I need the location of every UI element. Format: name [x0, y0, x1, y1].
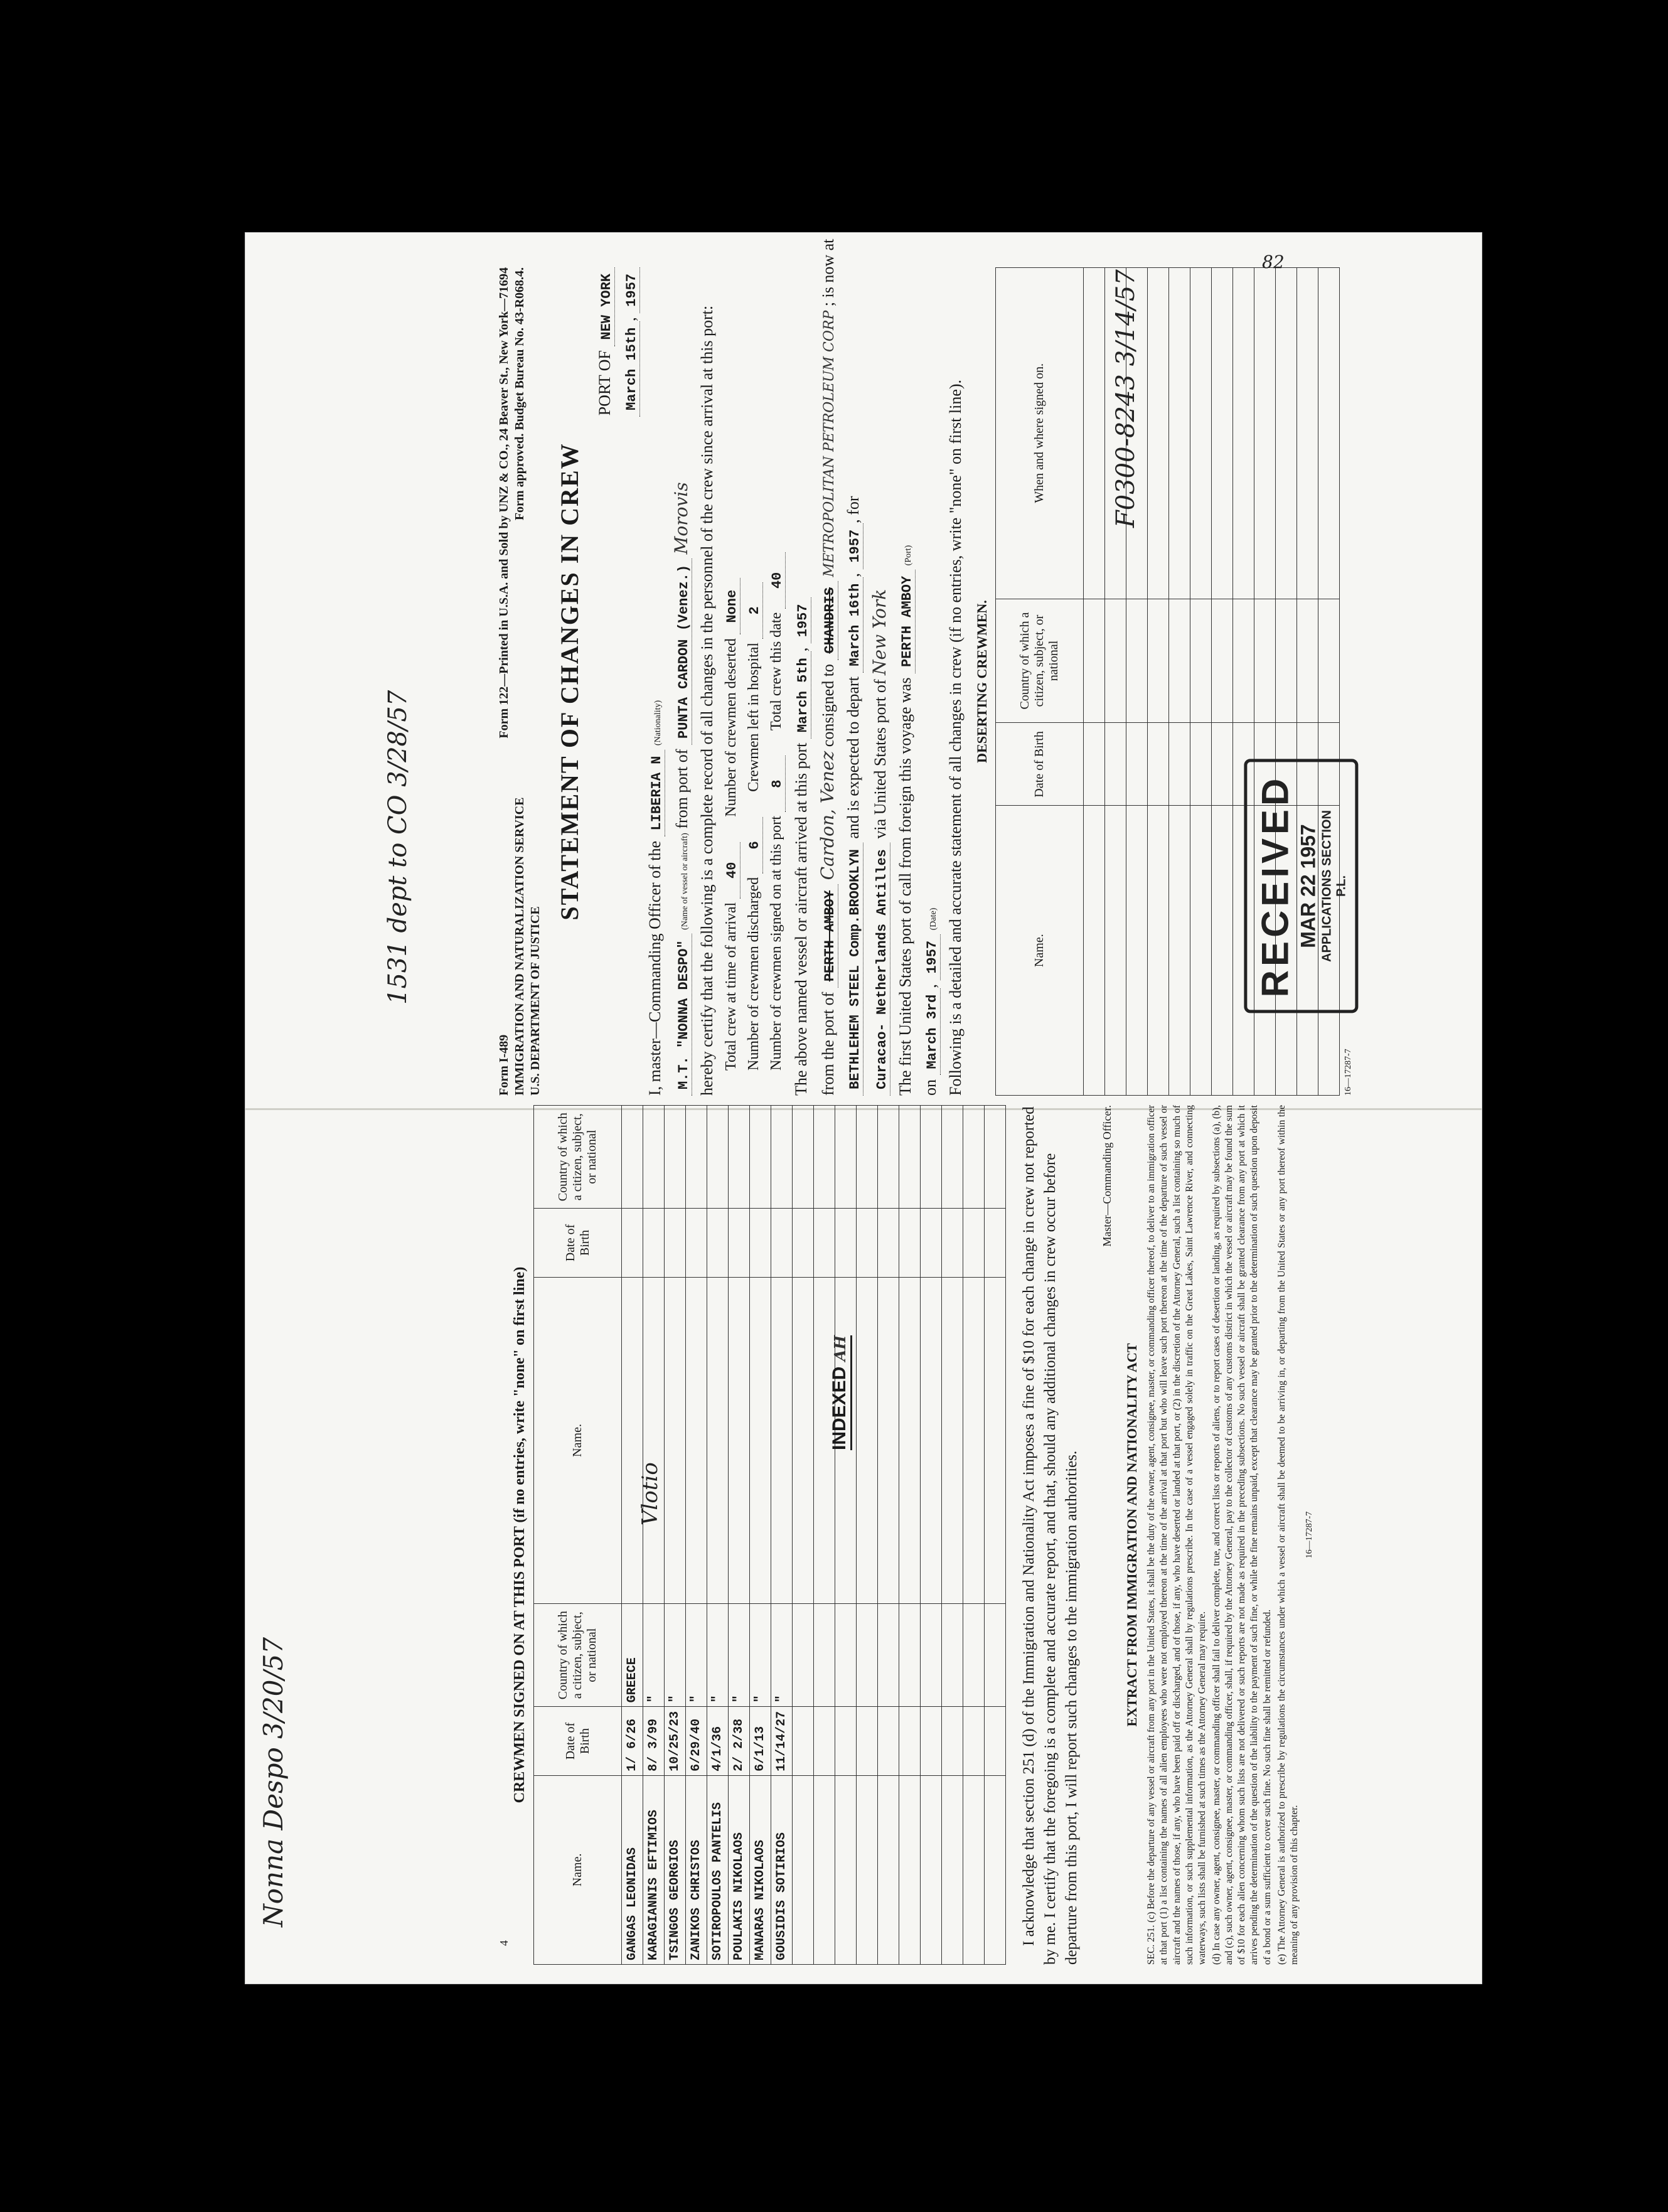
extract-heading: EXTRACT FROM IMMIGRATION AND NATIONALITY ACT: [1124, 1343, 1140, 1727]
port-caption: (Port): [904, 545, 913, 566]
signed-on-name-2: [963, 1277, 985, 1603]
signed-on-name: ZANIKOS CHRISTOS: [686, 1775, 707, 1964]
signed-on-country-2: [963, 1106, 985, 1209]
signed-on-table: [533, 1105, 1006, 1965]
arrived-date: March 5th: [795, 651, 811, 739]
from-port-hand: Morovis: [671, 482, 692, 555]
signed-on-name: [942, 1775, 963, 1964]
deserting-cell: [1190, 599, 1212, 723]
now-at-line: BETHLEHEM STEEL Comp.BROOKLYN and is expected to depart March 16th, 1957, for: [844, 267, 863, 1096]
form-number: Form I-489: [497, 1034, 511, 1096]
consigned-typed: CHANDRIS: [822, 581, 838, 660]
signed-on-country: ": [771, 1604, 793, 1707]
for-label: , for: [844, 496, 862, 523]
from-port-value: PUNTA CARDON (Venez.): [676, 558, 692, 745]
signed-on-name: [835, 1775, 857, 1964]
deserting-cell: [1084, 268, 1105, 599]
first-year-value: 1957: [924, 934, 941, 980]
counts-row-1: [723, 267, 740, 1071]
deserting-cell: [1233, 599, 1254, 723]
from-port-label: from port of: [673, 749, 691, 829]
port-line: [596, 267, 614, 1096]
received-word: RECEIVED: [1254, 774, 1296, 998]
signed-on-body: [622, 1106, 1006, 1965]
signed-on-row: [686, 1106, 707, 1965]
now-at-label: ; is now at: [819, 238, 837, 307]
received-stamp: [1244, 759, 1358, 1013]
signed-on-row: [985, 1106, 1006, 1965]
arrived-line: The above named vessel or aircraft arrived at this port March 5th, 1957: [792, 267, 811, 1096]
depart-year: 1957: [847, 523, 863, 569]
deserting-cell: [1169, 723, 1190, 806]
signed-on-country: ": [665, 1604, 686, 1707]
signed-on-name: [899, 1775, 921, 1964]
deserting-cell: [1105, 723, 1126, 806]
signed-on-country: ": [707, 1604, 729, 1707]
signed-on-name-2: [729, 1277, 750, 1603]
signed-on-dob-2: [878, 1209, 899, 1278]
via-label: via United States port of: [871, 679, 889, 839]
extract-para-d: (d) In case any owner, agent, consignee, master, or commanding officer shall fail to deliver complete, true, and correct lists or reports of aliens, or to report cases of desertion or landing, as required by subsections (a), (b), and (c), such owner, agent, consignee, master, or commanding officer, shall, if required by the Attorney General, pay to the collector of customs of any customs district in which the vessel or aircraft may be found the sum of $10 for each alien concerning whom such lists are not delivered or such reports are not made as required in the preceding subsections. No such vessel or aircraft shall be granted clearance from any port at which it arrives pending the determination of the question of the liability to the payment of such fine, or while the fine remains unpaid, except that clearance may be granted prior to the determination of such question upon deposit of a bond or a sum sufficient to cover such fine. No such fine shall be remitted or refunded.: [1211, 1105, 1273, 1965]
signed-on-dob: 4/1/36: [707, 1707, 729, 1776]
vessel-name: M.T. "NONNA DESPO": [676, 934, 692, 1096]
from-port2-typed: PERTH AMBOY: [822, 884, 838, 988]
deserting-cell: [1105, 806, 1126, 1096]
sheet-number: 82: [1262, 252, 1285, 272]
signed-on-country-2: [878, 1106, 899, 1209]
signed-on-country: [942, 1604, 963, 1707]
vessel-line: [671, 267, 692, 1096]
signed-on-country-2: [942, 1106, 963, 1209]
depart-date: March 16th: [847, 577, 863, 673]
signed-on-country: ": [643, 1604, 665, 1707]
port-label: PORT OF: [596, 350, 614, 416]
deserting-row: [1190, 268, 1212, 1096]
deserting-cell: [1148, 723, 1169, 806]
destination-line: [869, 267, 890, 1096]
signed-on-country-2: [771, 1106, 793, 1209]
signed-col-name: Name.: [534, 1775, 622, 1964]
deserting-cell: [1148, 599, 1169, 723]
signed-on-country: [921, 1604, 942, 1707]
signed-on-country-2: [857, 1106, 878, 1209]
deserting-cell: [1318, 599, 1340, 723]
signed-on-name: TSINGOS GEORGIOS: [665, 1775, 686, 1964]
signed-on-row: [771, 1106, 793, 1965]
port-value: NEW YORK: [599, 267, 615, 346]
nationality-caption: (Nationality): [653, 700, 663, 746]
hospital-value: 2: [747, 582, 763, 639]
signed-on-name: POULAKIS NIKOLAOS: [729, 1775, 750, 1964]
total-arrival-label: Total crew at time of arrival: [723, 902, 739, 1071]
signed-on-country: GREECE: [622, 1604, 643, 1707]
deserting-cell: [1169, 599, 1190, 723]
approval-line: Form approved. Budget Bureau No. 43-R068.4.: [513, 267, 527, 521]
first-date-value: March 3rd: [924, 988, 941, 1076]
signed-on-row: [899, 1106, 921, 1965]
signed-on-country: [814, 1604, 835, 1707]
signed-on-dob-2: [942, 1209, 963, 1278]
signed-on-dob: [921, 1707, 942, 1776]
date-line: March 15th, 1957: [621, 267, 639, 1096]
deserting-row: [1084, 268, 1105, 1096]
signed-on-name: KARAGIANNIS EFTIMIOS: [643, 1775, 665, 1964]
signed-on-country-2: [814, 1106, 835, 1209]
deserting-cell: [1148, 806, 1169, 1096]
signed-on-value: 8: [769, 756, 786, 812]
signed-on-country: ": [750, 1604, 771, 1707]
signed-on-row: [857, 1106, 878, 1965]
signed-on-name: GANGAS LEONIDAS: [622, 1775, 643, 1964]
signed-on-name-2: [899, 1277, 921, 1603]
signed-col-country-2: Country of which a citizen, subject, or national: [534, 1106, 622, 1209]
signed-on-name: [814, 1775, 835, 1964]
signed-on-dob: [985, 1707, 1006, 1776]
acknowledgement-text: I acknowledge that section 251 (d) of the Immigration and Nationality Act imposes a fine of $10 for each change in crew not reported by me. I certify that the foregoing is a complete and accurate report, and that, should any additional changes in crew occur before departure from this port, I will report such changes to the immigration authorities.: [1020, 1106, 1080, 1965]
signed-on-country-2: [707, 1106, 729, 1209]
following-text: Following is a detailed and accurate statement of all changes in crew (if no entries, write "none" on first line).: [946, 379, 965, 1096]
hand-mark: Vlotio: [638, 1462, 663, 1525]
signed-on-row: [963, 1106, 985, 1965]
signed-on-name-2: [942, 1277, 963, 1603]
master-label: I, master—Commanding Officer of the: [646, 840, 664, 1096]
first-port-line: [896, 267, 915, 1096]
signed-on-dob: [878, 1707, 899, 1776]
signed-on-dob: [857, 1707, 878, 1776]
deserting-cell: [1190, 806, 1212, 1096]
from-port2-hand: Cardon, Venez: [817, 751, 838, 880]
signed-on-country-2: [729, 1106, 750, 1209]
deserting-cell: [1126, 806, 1148, 1096]
extract-para-e: (e) The Attorney General is authorized to prescribe by regulations the circumstances under which a vessel or aircraft shall be deemed to be arriving in, or departing from the United States or any port thereof within the meaning of any provision of this chapter.: [1276, 1105, 1300, 1965]
extract-para-c: SEC. 251. (c) Before the departure of any vessel or aircraft from any port in the United States, it shall be the duty of the owner, agent, consignee, master, or commanding officer thereof, to deliver to an immigration officer at that port (1) a list containing the names of all alien employees who were not employed thereon at the time of the arrival at that port but who will leave such port thereon at the time of the departure of such vessel or aircraft and the names of those, if any, who have been paid off or discharged, and of those, if any, who have deserted or landed at that port, or (2) in the discretion of the Attorney General, such a list containing so much of such information, or such supplemental information, as the Attorney General shall by regulations prescribe. In the case of a vessel engaged solely in traffic on the Great Lakes, Saint Lawrence River, and connecting waterways, such lists shall be furnished at such times as the Attorney General may require.: [1146, 1105, 1207, 1965]
signed-on-dob: [899, 1707, 921, 1776]
deserting-cell: [1212, 599, 1233, 723]
first-port-label: The first United States port of call from foreign this voyage was: [896, 677, 914, 1096]
handwritten-dept-ref: 1531 dept to CO 3/28/57: [383, 690, 412, 1005]
destination-value: Curacao- Netherlands Antilles: [874, 843, 890, 1096]
deserting-heading: DESERTING CREWMEN.: [974, 600, 990, 763]
signed-on-dob: [793, 1707, 814, 1776]
deserting-cell: [1126, 723, 1148, 806]
consigned-line: [817, 238, 838, 1096]
deserting-cell: [1212, 268, 1233, 599]
signed-on-country-2: [899, 1106, 921, 1209]
now-at-value: BETHLEHEM STEEL Comp.BROOKLYN: [847, 843, 863, 1096]
deserting-cell: [1297, 268, 1318, 599]
deserting-row: [1169, 268, 1190, 1096]
signed-on-name: [857, 1775, 878, 1964]
signed-on-dob-2: [686, 1209, 707, 1278]
deserting-cell: [1084, 806, 1105, 1096]
consigned-hand: METROPOLITAN PETROLEUM CORP: [821, 310, 837, 577]
deserting-col-signed: When and where signed on.: [996, 268, 1084, 599]
signed-on-dob: [835, 1707, 857, 1776]
deserting-cell: [1212, 723, 1233, 806]
total-now-label: Total crew this date: [768, 612, 784, 731]
nationality-value: LIBERIA N: [649, 750, 665, 837]
signed-on-row: [878, 1106, 899, 1965]
signed-on-name-2: [686, 1277, 707, 1603]
deserting-cell: [1105, 599, 1126, 723]
total-arrival-value: 40: [724, 842, 740, 899]
discharged-value: 6: [747, 817, 763, 874]
hospital-label: Crewmen left in hospital: [746, 642, 762, 792]
signed-on-row: [622, 1106, 643, 1965]
deserted-label: Number of crewmen deserted: [723, 638, 739, 817]
page-number: 4: [498, 1940, 510, 1946]
signed-on-dob: 6/29/40: [686, 1707, 707, 1776]
deserting-cell: [1084, 723, 1105, 806]
signed-on-dob: 10/25/23: [665, 1707, 686, 1776]
signature-caption: Master—Commanding Officer.: [1101, 1105, 1114, 1247]
certify-text: hereby certify that the following is a complete record of all changes in the personnel of the crew since arrival at this port:: [698, 305, 716, 1096]
indexed-stamp: [829, 1335, 852, 1450]
signed-on-country-2: [665, 1106, 686, 1209]
signed-on-row: [942, 1106, 963, 1965]
arrived-year: 1957: [795, 597, 811, 643]
signed-on-dob-2: [793, 1209, 814, 1278]
signed-on-row: [921, 1106, 942, 1965]
deserting-cell: [1276, 599, 1297, 723]
signed-on-row: [729, 1106, 750, 1965]
signed-col-name-2: Name.: [534, 1277, 622, 1603]
signed-on-name-2: [771, 1277, 793, 1603]
signed-on-dob: 6/1/13: [750, 1707, 771, 1776]
signed-on-name-2: [750, 1277, 771, 1603]
signed-on-country-2: [793, 1106, 814, 1209]
signed-on-name-2: [707, 1277, 729, 1603]
deserting-cell: [1254, 599, 1276, 723]
deserting-cell: [1276, 268, 1297, 599]
deserting-cell: [1190, 723, 1212, 806]
signed-on-name-2: [857, 1277, 878, 1603]
signed-on-country: [985, 1604, 1006, 1707]
signed-on-country: ": [729, 1604, 750, 1707]
counts-row-3: [768, 267, 786, 1071]
signed-on-name: [793, 1775, 814, 1964]
signed-on-name-2: [921, 1277, 942, 1603]
received-initials: P.L.: [1334, 875, 1349, 897]
signed-on-row: [750, 1106, 771, 1965]
agency-line2: U.S. DEPARTMENT OF JUSTICE: [528, 906, 542, 1096]
document-sheet: [245, 232, 1482, 1984]
signed-on-row: [643, 1106, 665, 1965]
signed-on-country-2: [643, 1106, 665, 1209]
agency-line1: IMMIGRATION AND NATURALIZATION SERVICE: [513, 797, 527, 1096]
deserting-cell: [1190, 268, 1212, 599]
deserting-row: [1148, 268, 1169, 1096]
total-now-value: 40: [769, 552, 786, 609]
deserting-row: [1212, 268, 1233, 1096]
signed-on-country-2: [750, 1106, 771, 1209]
deserting-col-dob: Date of Birth: [996, 723, 1084, 806]
first-date-line: on March 3rd, 1957 (Date): [921, 907, 940, 1096]
signed-col-dob: Date of Birth: [534, 1707, 622, 1776]
indexed-initials: AH: [831, 1335, 849, 1362]
signed-on-dob-2: [985, 1209, 1006, 1278]
signed-on-dob: 11/14/27: [771, 1707, 793, 1776]
signed-on-dob: [963, 1707, 985, 1776]
statement-year: 1957: [624, 267, 640, 313]
statement-date: March 15th: [624, 321, 640, 417]
signed-on-name: [921, 1775, 942, 1964]
signed-on-name: MANARAS NIKOLAOS: [750, 1775, 771, 1964]
deserting-cell: [1297, 599, 1318, 723]
signed-on-name-2: [985, 1277, 1006, 1603]
signed-on-row: [707, 1106, 729, 1965]
signed-on-dob-2: [622, 1209, 643, 1278]
deserting-cell: [1212, 806, 1233, 1096]
signed-on-country: ": [686, 1604, 707, 1707]
signed-on-name: GOUSIDIS SOTIRIOS: [771, 1775, 793, 1964]
printer-line: Form 122—Printed in U.S.A. and Sold by UNZ & CO., 24 Beaver St., New York—71694: [497, 267, 511, 739]
signed-col-dob-2: Date of Birth: [534, 1209, 622, 1278]
received-section: APPLICATIONS SECTION: [1320, 810, 1334, 962]
deserting-cell: [1084, 599, 1105, 723]
signed-on-dob: 2/ 2/38: [729, 1707, 750, 1776]
signed-on-dob-2: [771, 1209, 793, 1278]
signed-on-name-2: [622, 1277, 643, 1603]
footer-code-left: 16—17287-7: [1304, 1511, 1314, 1559]
signed-on-panel: [498, 1105, 1482, 1965]
signed-on-heading: CREWMEN SIGNED ON AT THIS PORT (if no entries, write "none" on first line): [511, 1266, 528, 1803]
counts-row-2: [746, 267, 763, 1071]
signed-on-dob-2: [643, 1209, 665, 1278]
via-port-hand: New York: [869, 589, 890, 675]
signed-on-name-2: [793, 1277, 814, 1603]
signed-on-row: [835, 1106, 857, 1965]
deserting-cell: [1169, 806, 1190, 1096]
signed-on-dob-2: [707, 1209, 729, 1278]
signed-on-row: [793, 1106, 814, 1965]
signed-on-name-2: [878, 1277, 899, 1603]
signed-on-dob: 8/ 3/99: [643, 1707, 665, 1776]
signed-on-country: [835, 1604, 857, 1707]
signed-on-name: SOTIROPOULOS PANTELIS: [707, 1775, 729, 1964]
signed-on-country-2: [835, 1106, 857, 1209]
signed-on-row: [665, 1106, 686, 1965]
signed-on-dob-2: [814, 1209, 835, 1278]
signed-on-dob: 1/ 6/26: [622, 1707, 643, 1776]
signed-on-country-2: [985, 1106, 1006, 1209]
extract-section: [1124, 1105, 1301, 1965]
first-port-value: PERTH AMBOY: [899, 570, 916, 673]
expected-label: and is expected to depart: [844, 676, 862, 839]
deserting-cell: [1148, 268, 1169, 599]
signed-col-country: Country of which a citizen, subject, or national: [534, 1604, 622, 1707]
handwritten-top-ref: F0300-8243 3/14/57: [1111, 269, 1140, 528]
signed-on-country-2: [622, 1106, 643, 1209]
signed-on-name-2: [665, 1277, 686, 1603]
deserted-value: None: [724, 578, 740, 634]
deserting-cell: [1233, 268, 1254, 599]
indexed-word: INDEXED: [829, 1366, 850, 1450]
footer-code-right: 16—17287-7: [1344, 1049, 1353, 1096]
signed-on-dob-2: [963, 1209, 985, 1278]
statement-title: STATEMENT OF CHANGES IN CREW: [555, 442, 584, 921]
signed-on-dob: [814, 1707, 835, 1776]
deserting-col-country: Country of which a citizen, subject, or national: [996, 599, 1084, 723]
deserting-cell: [1318, 268, 1340, 599]
vessel-caption: (Name of vessel or aircraft): [680, 833, 690, 930]
arrived-label: The above named vessel or aircraft arrived at this port: [792, 742, 810, 1096]
signed-on-dob-2: [921, 1209, 942, 1278]
signed-on-dob-2: [729, 1209, 750, 1278]
consigned-label: consigned to: [819, 664, 837, 747]
signed-on-dob-2: [835, 1209, 857, 1278]
master-line: [646, 267, 665, 1096]
signed-on-name: [878, 1775, 899, 1964]
form-header: [496, 267, 543, 1096]
date-caption: (Date): [929, 907, 938, 931]
on-label: on: [921, 1079, 939, 1096]
signed-on-dob-2: [899, 1209, 921, 1278]
discharged-label: Number of crewmen discharged: [746, 877, 762, 1071]
signed-on-country: [963, 1604, 985, 1707]
signed-on-country-2: [686, 1106, 707, 1209]
deserting-col-name: Name.: [996, 806, 1084, 1096]
signed-on-country: [899, 1604, 921, 1707]
deserting-cell: [1126, 599, 1148, 723]
corner-handwriting: Nonna Despo 3/20/57: [258, 1637, 289, 1927]
signed-on-country-2: [921, 1106, 942, 1209]
deserting-cell: [1169, 268, 1190, 599]
signed-on-country: [857, 1604, 878, 1707]
signed-on-dob-2: [857, 1209, 878, 1278]
from-port2-label: from the port of: [819, 991, 837, 1096]
signed-on-name: [963, 1775, 985, 1964]
received-date: MAR 22 1957: [1296, 824, 1320, 948]
signed-on-dob-2: [750, 1209, 771, 1278]
signed-on-country: [793, 1604, 814, 1707]
signed-on-row: [814, 1106, 835, 1965]
signed-on-name-2: [643, 1277, 665, 1603]
signed-on-dob-2: [665, 1209, 686, 1278]
signed-on-dob: [942, 1707, 963, 1776]
signed-on-label: Number of crewmen signed on at this port: [768, 816, 784, 1071]
signed-on-country: [878, 1604, 899, 1707]
deserting-cell: [1254, 268, 1276, 599]
signed-on-name: [985, 1775, 1006, 1964]
